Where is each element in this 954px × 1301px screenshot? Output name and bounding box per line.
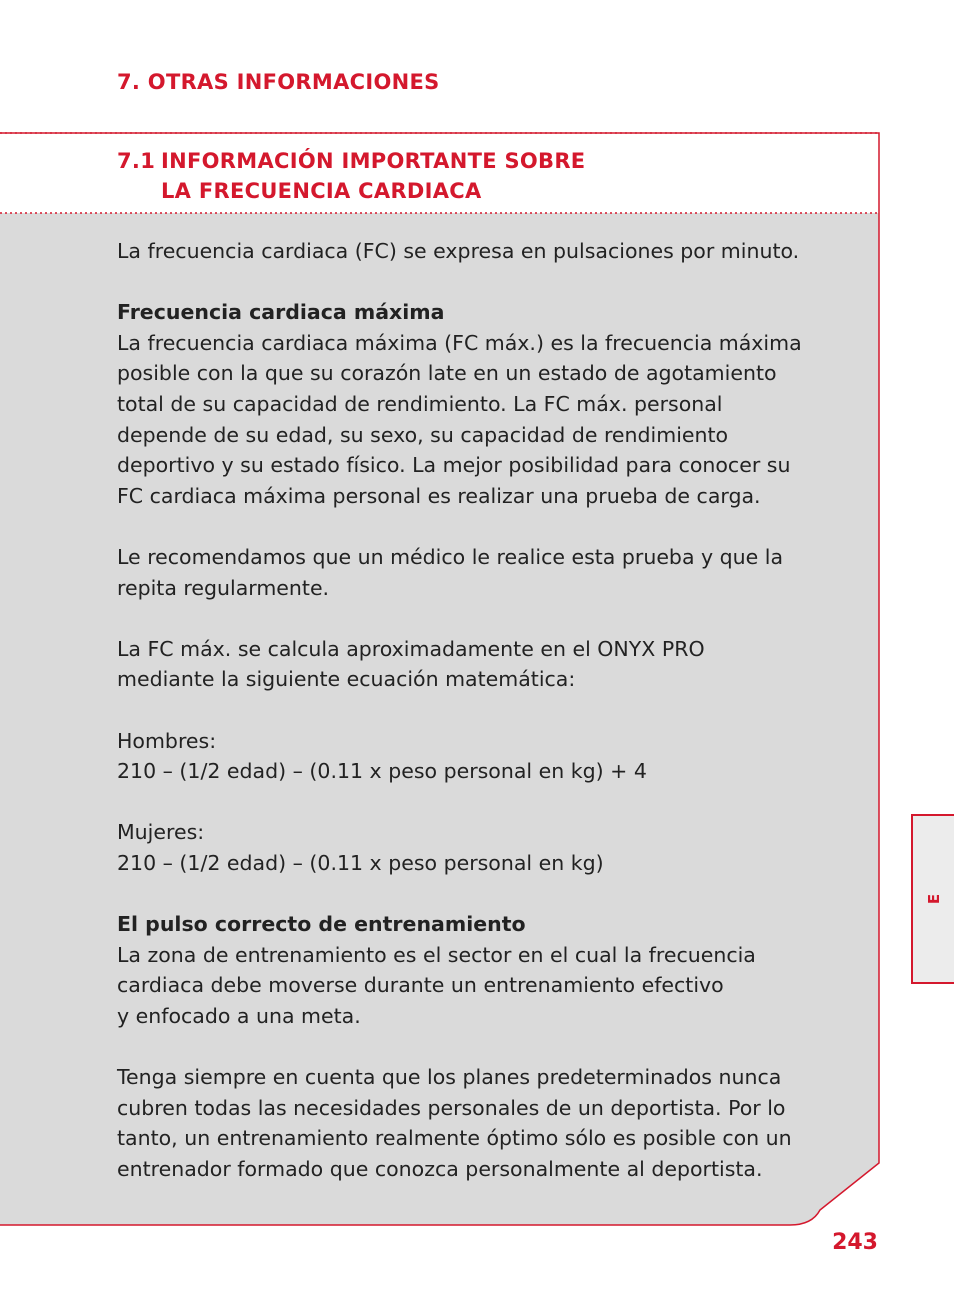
section-number: 7.1 (117, 149, 156, 173)
text-line: Tenga siempre en cuenta que los planes predeterminados nunca (117, 1065, 782, 1090)
text-line: y enfocado a una meta. (117, 1003, 361, 1028)
women-label: Mujeres: (117, 820, 205, 845)
men-label: Hombres: (117, 728, 217, 753)
men-formula: 210 – (1/2 edad) – (0.11 x peso personal en kg) + 4 (117, 759, 647, 784)
fcmax-heading: Frecuencia cardiaca máxima (117, 300, 445, 325)
women-formula-block (117, 817, 837, 878)
note-paragraph (117, 1062, 837, 1184)
men-formula-block (117, 726, 837, 787)
text-line: depende de su edad, su sexo, su capacidad de rendimiento (117, 422, 729, 447)
training-heading: El pulso correcto de entrenamiento (117, 912, 526, 937)
text-line: La zona de entrenamiento es el sector en el cual la frecuencia (117, 942, 756, 967)
text-line: La frecuencia cardiaca máxima (FC máx.) es la frecuencia máxima (117, 330, 802, 355)
text-line: posible con la que su corazón late en un estado de agotamiento (117, 361, 777, 386)
text-line: mediante la siguiente ecuación matemática: (117, 667, 576, 692)
text-line: repita regularmente. (117, 575, 330, 600)
text-line: Le recomendamos que un médico le realice esta prueba y que la (117, 544, 784, 569)
text-line: La FC máx. se calcula aproximadamente en el ONYX PRO (117, 636, 705, 661)
section-heading-line1 (117, 149, 585, 173)
text-line: deportivo y su estado físico. La mejor posibilidad para conocer su (117, 453, 791, 478)
page-number: 243 (832, 1230, 878, 1255)
women-formula: 210 – (1/2 edad) – (0.11 x peso personal en kg) (117, 850, 604, 875)
text-line: FC cardiaca máxima personal es realizar una prueba de carga. (117, 483, 761, 508)
text-line: tanto, un entrenamiento realmente óptimo sólo es posible con un (117, 1126, 792, 1151)
body-text (117, 236, 837, 1215)
fcmax-paragraph (117, 297, 837, 511)
section-heading (117, 146, 585, 206)
recommend-paragraph (117, 542, 837, 603)
text-line: entrenador formado que conozca personalmente al deportista. (117, 1156, 763, 1181)
text-line: total de su capacidad de rendimiento. La FC máx. personal (117, 391, 723, 416)
text-line: cardiaca debe moverse durante un entrenamiento efectivo (117, 973, 724, 998)
language-tab[interactable] (911, 814, 954, 984)
calc-paragraph (117, 634, 837, 695)
section-title-line1: INFORMACIÓN IMPORTANTE SOBRE (161, 149, 586, 173)
intro-paragraph: La frecuencia cardiaca (FC) se expresa en pulsaciones por minuto. (117, 239, 800, 263)
section-title-line2: LA FRECUENCIA CARDIACA (161, 179, 482, 203)
chapter-title: 7. OTRAS INFORMACIONES (117, 70, 440, 94)
language-tab-label: E (924, 893, 943, 905)
training-paragraph (117, 909, 837, 1031)
text-line: cubren todas las necesidades personales de un deportista. Por lo (117, 1095, 786, 1120)
